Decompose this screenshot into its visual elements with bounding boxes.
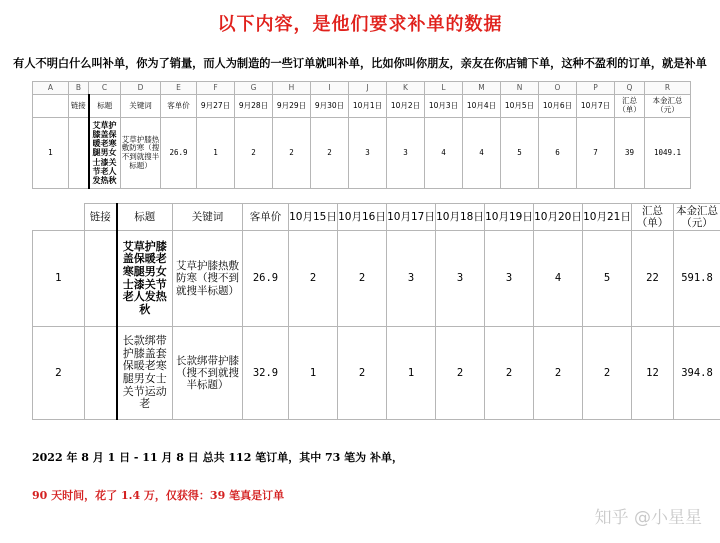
sheet1-column-letters (33, 82, 691, 95)
header-date: 10月19日 (485, 204, 534, 231)
row-total: 12 (632, 327, 674, 420)
row-total: 22 (632, 231, 674, 327)
header-amount: 本金汇总（元） (645, 95, 691, 118)
row-index: 1 (33, 118, 69, 189)
row-title: 艾草护膝盖保暖老寒腿男女士漆关节老人发热秋 (89, 118, 121, 189)
column-letter: L (425, 82, 463, 95)
header-title: 标题 (89, 95, 121, 118)
header-cell (33, 95, 69, 118)
header-date: 10月20日 (534, 204, 583, 231)
row-day-count: 2 (338, 231, 387, 327)
row-day-count: 4 (425, 118, 463, 189)
header-date: 9月27日 (197, 95, 235, 118)
column-letter: E (161, 82, 197, 95)
row-day-count: 7 (577, 118, 615, 189)
header-date: 10月2日 (387, 95, 425, 118)
row-day-count: 2 (289, 231, 338, 327)
header-date: 9月29日 (273, 95, 311, 118)
column-letter: G (235, 82, 273, 95)
header-date: 10月16日 (338, 204, 387, 231)
column-letter: N (501, 82, 539, 95)
row-day-count: 2 (338, 327, 387, 420)
column-letter: M (463, 82, 501, 95)
column-letter: O (539, 82, 577, 95)
header-date: 10月1日 (349, 95, 387, 118)
row-day-count: 3 (387, 231, 436, 327)
header-date: 10月7日 (577, 95, 615, 118)
header-total: 汇总（单） (615, 95, 645, 118)
column-letter: C (89, 82, 121, 95)
row-day-count: 2 (273, 118, 311, 189)
row-keyword: 艾草护膝热敷防寒（搜不到就搜半标题） (173, 231, 243, 327)
column-letter: F (197, 82, 235, 95)
summary-line-orders: 2022 年 8 月 1 日 - 11 月 8 日 总共 112 笔订单，其中 73 笔为 补单， (32, 451, 403, 464)
table-row (33, 231, 720, 327)
row-link (85, 231, 117, 327)
header-price: 客单价 (243, 204, 289, 231)
row-day-count: 3 (485, 231, 534, 327)
row-amount: 1049.1 (645, 118, 691, 189)
row-day-count: 5 (501, 118, 539, 189)
row-day-count: 4 (534, 231, 583, 327)
row-index: 2 (33, 327, 85, 420)
column-letter: B (69, 82, 89, 95)
row-day-count: 3 (436, 231, 485, 327)
column-letter: R (645, 82, 691, 95)
header-date: 9月30日 (311, 95, 349, 118)
header-keyword: 关键词 (173, 204, 243, 231)
row-day-count: 3 (349, 118, 387, 189)
row-day-count: 4 (463, 118, 501, 189)
row-day-count: 1 (197, 118, 235, 189)
header-date: 9月28日 (235, 95, 273, 118)
row-amount: 591.8 (674, 231, 720, 327)
header-cell (33, 204, 85, 231)
header-keyword: 关键词 (121, 95, 161, 118)
row-day-count: 2 (583, 327, 632, 420)
column-letter: P (577, 82, 615, 95)
sheet2-table (32, 203, 720, 420)
subtitle-explanation: 有人不明白什么叫补单，你为了销量，而人为制造的一些订单就叫补单，比如你叫你朋友，亲友在你店铺下单，这种不盈利的订单，就是补单 (13, 57, 707, 70)
header-date: 10月3日 (425, 95, 463, 118)
column-letter: H (273, 82, 311, 95)
page-title: 以下内容，是他们要求补单的数据 (217, 14, 503, 35)
row-day-count: 1 (387, 327, 436, 420)
row-total: 39 (615, 118, 645, 189)
header-date: 10月17日 (387, 204, 436, 231)
row-price: 26.9 (161, 118, 197, 189)
row-keyword: 长款绑带护膝（搜不到就搜半标题） (173, 327, 243, 420)
row-day-count: 2 (436, 327, 485, 420)
header-link: 链接 (69, 95, 89, 118)
column-letter: Q (615, 82, 645, 95)
summary-line-cost: 90 天时间，花了 1.4 万，仅获得：39 笔真是订单 (32, 489, 285, 502)
row-title: 长款绑带护膝盖套保暖老寒腿男女士关节运动老 (117, 327, 173, 420)
table-row (33, 327, 720, 420)
header-price: 客单价 (161, 95, 197, 118)
header-title: 标题 (117, 204, 173, 231)
column-letter: I (311, 82, 349, 95)
zhihu-watermark: 知乎 @小星星 (594, 508, 702, 528)
row-day-count: 2 (485, 327, 534, 420)
header-date: 10月6日 (539, 95, 577, 118)
row-keyword: 艾草护膝热敷防寒（搜不到就搜半标题） (121, 118, 161, 189)
row-price: 32.9 (243, 327, 289, 420)
column-letter: D (121, 82, 161, 95)
row-day-count: 6 (539, 118, 577, 189)
sheet1-table (32, 81, 691, 189)
row-link (85, 327, 117, 420)
row-day-count: 5 (583, 231, 632, 327)
row-index: 1 (33, 231, 85, 327)
row-amount: 394.8 (674, 327, 720, 420)
column-letter: A (33, 82, 69, 95)
header-date: 10月21日 (583, 204, 632, 231)
header-amount: 本金汇总（元） (674, 204, 720, 231)
column-letter: K (387, 82, 425, 95)
sheet1-header-row (33, 95, 691, 118)
header-date: 10月4日 (463, 95, 501, 118)
header-date: 10月5日 (501, 95, 539, 118)
header-date: 10月15日 (289, 204, 338, 231)
row-price: 26.9 (243, 231, 289, 327)
row-day-count: 2 (311, 118, 349, 189)
row-day-count: 2 (534, 327, 583, 420)
column-letter: J (349, 82, 387, 95)
row-link (69, 118, 89, 189)
row-day-count: 3 (387, 118, 425, 189)
table-row (33, 118, 691, 189)
header-total: 汇总（单） (632, 204, 674, 231)
row-day-count: 1 (289, 327, 338, 420)
row-title: 艾草护膝盖保暖老寒腿男女士漆关节老人发热秋 (117, 231, 173, 327)
sheet2-header-row (33, 204, 720, 231)
header-link: 链接 (85, 204, 117, 231)
header-date: 10月18日 (436, 204, 485, 231)
row-day-count: 2 (235, 118, 273, 189)
